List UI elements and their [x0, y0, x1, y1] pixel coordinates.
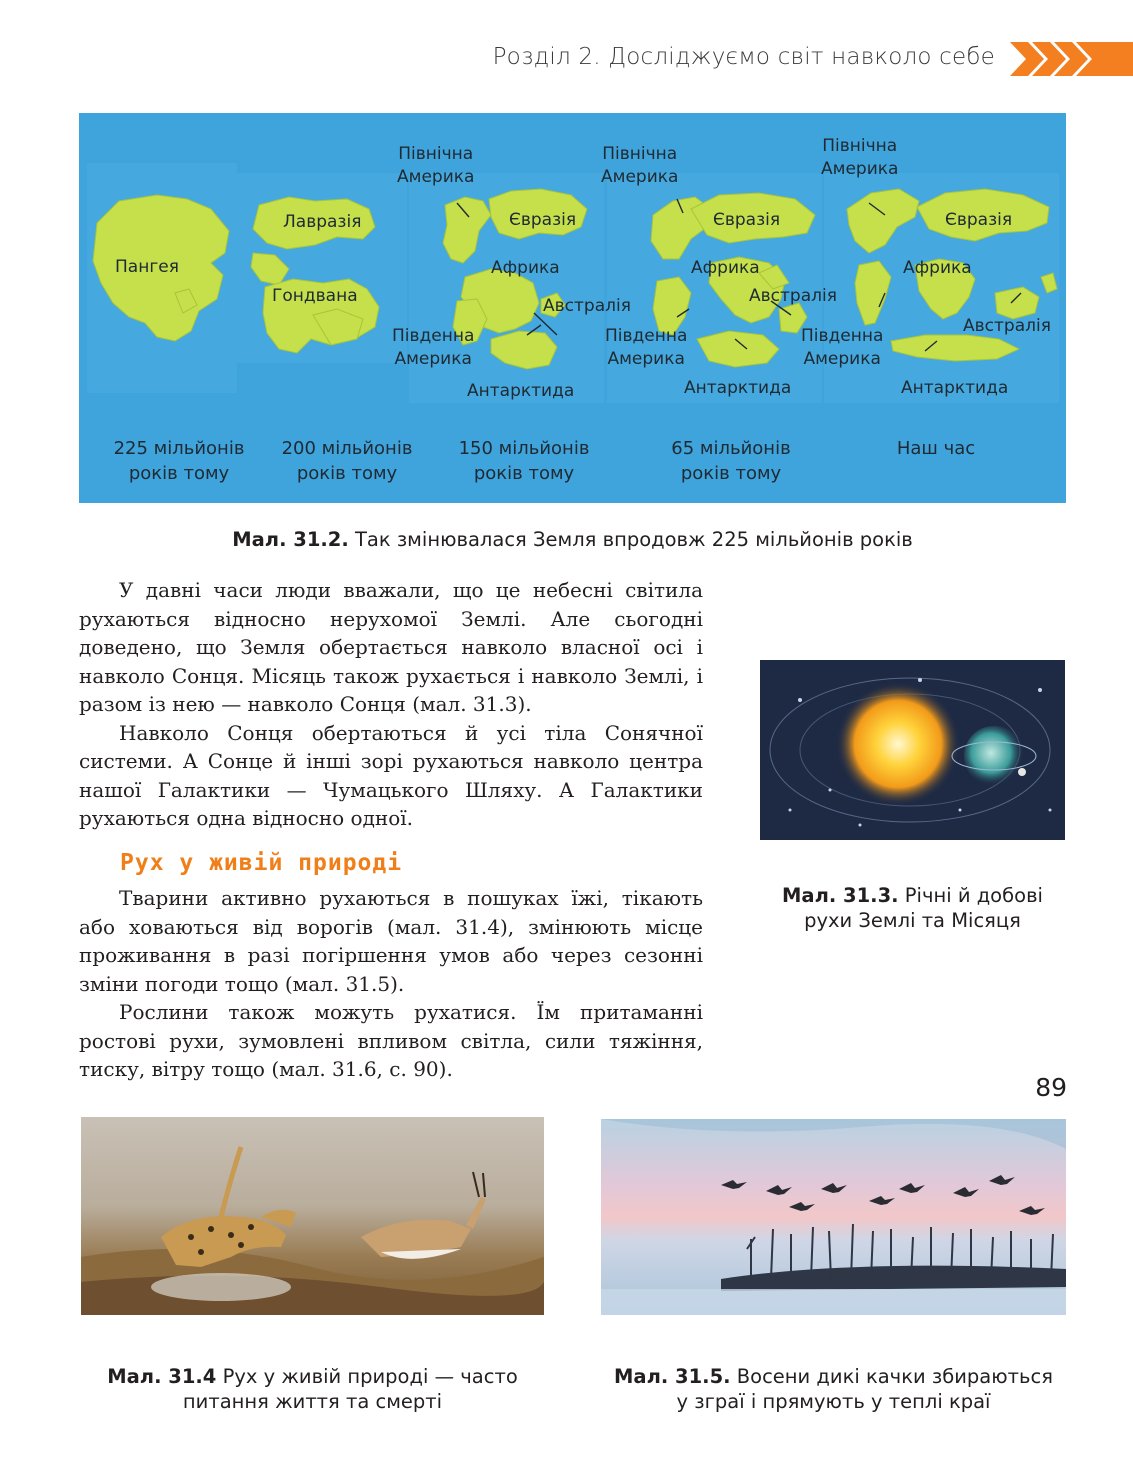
caption-text: Рух у живій природі — часто питання життя та смерті — [182, 1365, 518, 1413]
paragraph-4: Рослини також можуть рухатися. Їм притаманні ростові рухи, зумовлені впливом світла, сили тяжіння, тиску, вітру тощо (мал. 31.6, с. 90). — [79, 1000, 703, 1081]
label-africa-now: Африка — [903, 258, 972, 278]
cheetah-gazelle-image — [81, 1117, 544, 1315]
label-australia-now: Австралія — [963, 316, 1051, 336]
label-south-america-65: Південна Америка — [605, 326, 688, 369]
label-australia-65: Австралія — [749, 286, 837, 306]
figure-31-3-caption — [760, 858, 1065, 933]
caption-number: Мал. 31.2. — [232, 528, 349, 551]
label-south-america-now: Південна Америка — [801, 326, 884, 369]
era-225: 225 мільйонів років тому — [113, 438, 245, 484]
caption-text: Так змінювалася Земля впродовж 225 мільйонів років — [348, 528, 913, 551]
figure-31-2-caption — [79, 527, 1066, 552]
label-antarctica-now: Антарктида — [901, 378, 1009, 398]
caption-number: Мал. 31.3. — [782, 884, 899, 907]
caption-number: Мал. 31.5. — [614, 1365, 731, 1388]
era-200: 200 мільйонів років тому — [281, 438, 413, 484]
label-north-america-now: Північна Америка — [821, 136, 899, 179]
era-150: 150 мільйонів років тому — [458, 438, 590, 484]
caption-text: Річні й добові рухи Землі та Місяця — [804, 884, 1043, 932]
gazelle-shape — [361, 1172, 486, 1259]
label-pangea: Пангея — [115, 257, 179, 277]
cheetah-shape — [161, 1147, 296, 1267]
paragraph-2: Навколо Сонця обертаються й усі тіла Сонячної системи. А Сонце й інші зорі рухаються навколо центра нашої Галактики — Чумацького Шляху. А Галактики рухаються одна відносно одної. — [79, 720, 703, 830]
label-africa-65: Африка — [691, 258, 760, 278]
paragraph-3: Тварини активно рухаються в пошуках їжі, тікають або ховаються від ворогів (мал. 31.4), змінюють місце проживання в разі погіршення умов або через сезонні зміни погоди тощо (мал. 31.5). — [79, 886, 703, 996]
era-65: 65 мільйонів років тому — [671, 438, 791, 484]
label-gondwana: Гондвана — [272, 286, 358, 306]
solar-system-image — [760, 660, 1065, 840]
label-north-america-65: Північна Америка — [601, 144, 679, 187]
label-laurasia: Лавразія — [283, 212, 362, 232]
label-africa-150: Африка — [491, 258, 560, 278]
label-eurasia-150: Євразія — [509, 210, 577, 230]
era-now: Наш час — [896, 438, 976, 459]
chapter-title: Розділ 2. Досліджуємо світ навколо себе — [492, 44, 995, 70]
label-antarctica-65: Антарктида — [684, 378, 792, 398]
label-north-america-150: Північна Америка — [397, 144, 475, 187]
caption-number: Мал. 31.4 — [107, 1365, 217, 1388]
flying-ducks-image — [601, 1119, 1066, 1315]
continental-drift-figure — [79, 113, 1066, 503]
label-eurasia-now: Євразія — [945, 210, 1013, 230]
label-antarctica-150: Антарктида — [467, 381, 575, 401]
body-text-top — [79, 576, 703, 833]
label-south-america-150: Південна Америка — [392, 326, 475, 369]
page-number: 89 — [1035, 1073, 1067, 1102]
caption-text: Восени дикі качки збираються у зграї і прямують у теплі краї — [676, 1365, 1053, 1413]
chevron-arrows-icon — [1010, 42, 1133, 76]
paragraph-1: У давні часи люди вважали, що це небесні світила рухаються відносно нерухомої Землі. Але сьогодні доведено, що Земля обертається навколо власної осі і навколо Сонця. Місяць також рухається і навколо Землі, і разом із нею — навколо Сонця (мал. 31.3). — [79, 578, 703, 716]
section-heading: Рух у живій природі — [120, 850, 403, 876]
label-eurasia-65: Євразія — [713, 210, 781, 230]
figure-31-4-caption — [81, 1339, 544, 1414]
body-text-bottom — [79, 884, 703, 1084]
figure-31-5-caption — [601, 1339, 1066, 1414]
label-australia-150: Австралія — [543, 296, 631, 316]
